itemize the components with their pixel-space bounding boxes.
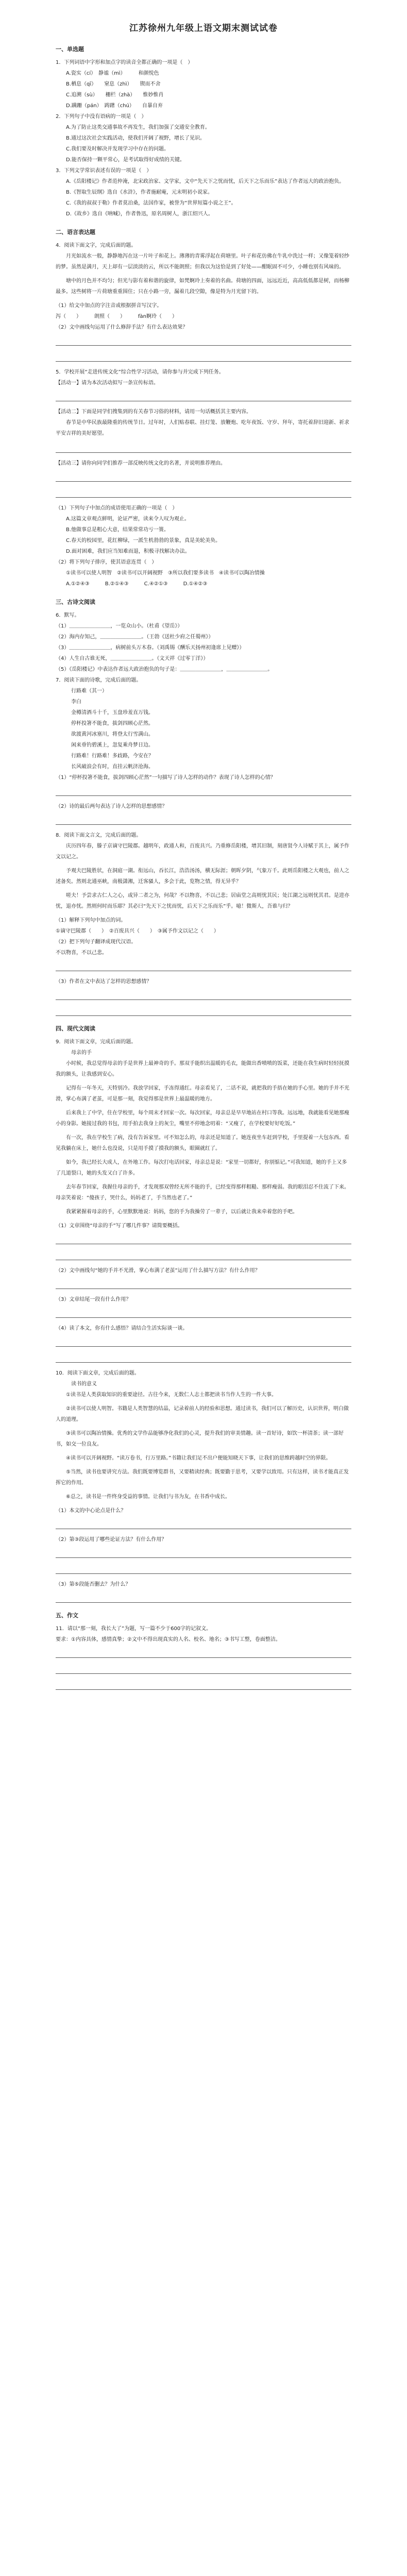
- poem-line: 行路难！行路难！多歧路，今安在？: [71, 753, 154, 759]
- question-line: （2）把下列句子翻译成现代汉语。: [56, 939, 137, 945]
- poem-line: 行路难（其一）: [71, 688, 107, 694]
- answer-blank-line: [56, 1518, 351, 1529]
- answer-option: D.蹒跚（pán） 踌躇（chú） 自暴自弃: [66, 103, 163, 109]
- question-line: 10．阅读下面文章，完成后面的题。: [56, 1370, 140, 1376]
- poem-line: 长风破浪会有时，直挂云帆济沧海。: [71, 764, 154, 770]
- section-heading: 二、语言表达题: [56, 229, 95, 235]
- poem-line: 停杯投箸不能食，拔剑四顾心茫然。: [71, 721, 154, 726]
- answer-blank-line: [56, 989, 351, 1000]
- question-line: （3）＿＿＿＿＿＿＿＿，病树前头万木春。（刘禹锡《酬乐天扬州初逢席上见赠》）: [56, 645, 245, 651]
- question-line: （1）“停杯投箸不能食，拔剑四顾心茫然”一句描写了诗人怎样的动作？表现了诗人怎样的心情？: [56, 775, 276, 781]
- passage-paragraph: ①读书是人类获取知识的重要途径。古往今来，无数仁人志士都把读书当作人生的一件大事。: [66, 1392, 277, 1398]
- answer-option: C.《我的叔叔于勒》作者莫泊桑，法国作家，被誉为“世界短篇小说之王”。: [66, 200, 236, 206]
- section-heading: 五、作文: [56, 1612, 78, 1619]
- answer-option: D.《故乡》选自《呐喊》，作者鲁迅，原名周树人，浙江绍兴人。: [66, 211, 213, 217]
- answer-option: D.面对困难，我们应当知难而退，积极寻找解决办法。: [66, 549, 190, 554]
- passage-paragraph: ⑤当然，读书也要讲究方法。我们既要博览群书，又要精读经典；既要勤于思考，又要学以致用。只有这样，读书才能真正发挥它的作用。: [56, 1469, 349, 1486]
- question-line: 3．下列文学常识表述有误的一项是（ ）: [56, 168, 152, 174]
- answer-option: B.他做事总是粗心大意，结果常常功亏一篑。: [66, 527, 169, 533]
- page-title: 江苏徐州九年级上语文期末测试试卷: [129, 23, 278, 33]
- passage-paragraph: 记得有一年冬天，天特别冷。我放学回家，手冻得通红。母亲看见了，二话不说，就把我的手捂在她的手心里。她的手并不光滑，掌心布满了老茧，可是那一刻，我觉得那是世界上最温暖的地方。: [56, 1086, 349, 1102]
- answer-option: A.为了防止这类交通事故不再发生，我们加强了交通安全教育。: [66, 125, 210, 130]
- passage-paragraph: 我紧紧握着母亲的手，心里默默地说：妈妈，您的手为我操劳了一辈子，以后就让我来牵着您的手吧。: [66, 1209, 298, 1215]
- answer-blank-line: [56, 1592, 351, 1603]
- passage-paragraph: 予观夫巴陵胜状，在洞庭一湖。衔远山，吞长江，浩浩汤汤，横无际涯；朝晖夕阴，气象万千。此则岳阳楼之大观也，前人之述备矣。然则北通巫峡，南极潇湘，迁客骚人，多会于此，览物之情，得无异乎？: [56, 868, 349, 885]
- answer-blank-line: [56, 1005, 351, 1016]
- passage-paragraph: 如今，我已经长大成人，在外地工作。每次打电话回家，母亲总是说：“家里一切都好，你别惦记。”可我知道，她的手上又多了几道裂口，她的头发又白了许多。: [56, 1160, 347, 1176]
- poem-line: 李白: [71, 699, 81, 705]
- passage-paragraph: ③读书可以陶冶情操。优秀的文学作品能够净化我们的心灵，提升我们的审美情趣。读一首好诗，如饮一杯清茶；读一部好书，如交一位良友。: [56, 1431, 344, 1447]
- question-line: 6．默写。: [56, 613, 80, 618]
- passage-paragraph: 去年春节回家，我握住母亲的手，才发现那双曾经无所不能的手，已经变得那样粗糙、那样瘦弱。我的眼泪忍不住流了下来。母亲笑着说：“傻孩子，哭什么，妈妈老了，手当然也老了。”: [56, 1184, 349, 1201]
- poem-line: 金樽清酒斗十千，玉盘珍羞直万钱。: [71, 710, 154, 716]
- question-line: （2）将下列句子排序，使其语意连贯（ ）: [56, 560, 157, 565]
- answer-blank-line: [56, 351, 351, 362]
- poem-line: 闲来垂钓碧溪上，忽复乘舟梦日边。: [71, 742, 154, 748]
- question-line: （3）作者在文中表达了怎样的思想感情？: [56, 979, 152, 985]
- passage-paragraph: ④读书可以开阔视野。“读万卷书，行万里路。”书籍让我们足不出户便能知晓天下事，让我们的思维跨越时空的界限。: [66, 1455, 331, 1461]
- answer-blank-line: [56, 1647, 351, 1658]
- answer-option: A.这篇文章观点鲜明，论证严密，读来令人叹为观止。: [66, 516, 190, 522]
- section-heading: 一、单选题: [56, 46, 84, 53]
- passage-paragraph: 有一次，我在学校生了病，没有告诉家里。可不知怎么的，母亲还是知道了。她连夜坐车赶到学校，手里提着一大包东西。看见我躺在床上，她什么也没说，只是用手摸了摸我的额头，眼圈就红了。: [56, 1135, 349, 1151]
- passage-paragraph: 庆历四年春，滕子京谪守巴陵郡。越明年，政通人和，百废具兴。乃重修岳阳楼，增其旧制，刻唐贤今人诗赋于其上，属予作文以记之。: [56, 843, 349, 860]
- question-line: （3）第⑤段能否删去？为什么？: [56, 1582, 131, 1587]
- answer-blank-line: [56, 1547, 351, 1558]
- question-line: 1．下列词语中字形和加点字的读音全都正确的一项是（ ）: [56, 60, 193, 65]
- question-line: （2）第③段运用了哪些论证方法？有什么作用？: [56, 1537, 167, 1543]
- question-line: （2）文中画线句运用了什么修辞手法？有什么表达效果？: [56, 325, 188, 330]
- question-line: 9．阅读下面文章，完成后面的题。: [56, 1039, 137, 1045]
- answer-blank-line: [56, 1278, 351, 1289]
- exam-content: [56, 45, 351, 1690]
- answer-blank-line: [56, 391, 351, 401]
- question-line: 8．阅读下面文言文，完成后面的题。: [56, 833, 142, 838]
- question-line: 5．学校开展“走进传统文化”综合性学习活动，请你参与并完成下列任务。: [56, 369, 224, 375]
- answer-option: ①读书可以使人明智 ②读书可以开阔视野 ③所以我们要多读书 ④读书可以陶冶情操: [66, 570, 265, 576]
- answer-option: D.能否保持一颗平常心，是考试取得好成绩的关键。: [66, 157, 185, 163]
- question-line: （4）人生自古谁无死，＿＿＿＿＿＿＿＿。（文天祥《过零丁洋》）: [56, 656, 209, 662]
- passage-paragraph: 塘中的月色并不均匀；但光与影有着和谐的旋律，如梵婀玲上奏着的名曲。荷塘的四面，远远近近，高高低低都是树，而杨柳最多。这些树将一片荷塘重重围住；只在小路一旁，漏着几段空隙，像是特为月光留下的。: [56, 278, 349, 295]
- passage-paragraph: 春节是中华民族最隆重的传统节日。过年时，人们贴春联、挂灯笼、放鞭炮、吃年夜饭、守岁、拜年，寄托着辞旧迎新、祈求平安吉祥的美好愿望。: [56, 420, 349, 436]
- passage-paragraph: ②读书可以使人明智。书籍是人类智慧的结晶，记录着前人的经验和思想。通过读书，我们可以了解历史，认识世界，明白做人的道理。: [56, 1406, 349, 1422]
- question-line: （2）文中画线句“她的手并不光滑，掌心布满了老茧”运用了什么描写方法？有什么作用？: [56, 1268, 260, 1274]
- answer-blank-line: [56, 1336, 351, 1347]
- answer-option: A.瓷实（cí） 静谧（mì） 和颜悦色: [66, 71, 159, 76]
- passage-paragraph: 嗟夫！予尝求古仁人之心，或异二者之为，何哉？不以物喜，不以己悲；居庙堂之高则忧其民；处江湖之远则忧其君。是进亦忧，退亦忧。然则何时而乐耶？其必曰“先天下之忧而忧，后天下之乐而乐”乎。噫！微斯人，吾谁与归？: [56, 893, 349, 909]
- question-line: ①谪守巴陵郡（ ） ②百废具兴（ ） ③属予作文以记之（ ）: [56, 928, 219, 934]
- answer-blank-line: [56, 1663, 351, 1674]
- answer-option: B.通过这次社会实践活动，使我们开阔了视野，增长了见识。: [66, 135, 206, 141]
- answer-blank-line: [56, 960, 351, 971]
- poem-line: 母亲的手: [71, 1050, 92, 1056]
- answer-blank-line: [56, 1563, 351, 1574]
- question-line: （3）文章结尾一段有什么作用？: [56, 1297, 131, 1302]
- question-line: 4．阅读下面文字，完成后面的题。: [56, 243, 137, 248]
- answer-option: B.《智取生辰纲》选自《水浒》，作者施耐庵，元末明初小说家。: [66, 190, 213, 195]
- question-line: （4）读了本文，你有什么感悟？请结合生活实际谈一谈。: [56, 1326, 188, 1331]
- answer-blank-line: [56, 1249, 351, 1260]
- answer-option: A.①②④③ B.②①④③ C.④②①③ D.①④②③: [66, 581, 208, 587]
- question-line: （1）文章围绕“母亲的手”写了哪几件事？请简要概括。: [56, 1223, 183, 1229]
- question-line: 不以物喜，不以己悲。: [56, 950, 107, 956]
- passage-paragraph: ⑥总之，读书是一件终身受益的事情。让我们与书为友，在书香中成长。: [66, 1494, 230, 1500]
- question-line: （1）解释下列句中加点的词。: [56, 918, 126, 923]
- answer-blank-line: [56, 785, 351, 796]
- question-line: （1）给文中加点的字注音或根据拼音写汉字。: [56, 303, 162, 309]
- question-line: 11．请以“那一刻，我长大了”为题，写一篇不少于600字的记叙文。: [56, 1626, 212, 1632]
- question-line: 【活动三】请你向同学们推荐一部反映传统文化的名著，并说明推荐理由。: [56, 461, 226, 466]
- answer-blank-line: [56, 1352, 351, 1363]
- answer-blank-line: [56, 1307, 351, 1318]
- question-line: 【活动二】下面是同学们搜集到的有关春节习俗的材料，请用一句话概括其主要内容。: [56, 409, 251, 415]
- question-line: （1）＿＿＿＿＿＿＿＿，一览众山小。（杜甫《望岳》）: [56, 623, 183, 629]
- question-line: （2）海内存知己，＿＿＿＿＿＿＿＿。（王勃《送杜少府之任蜀州》）: [56, 634, 214, 640]
- passage-paragraph: 小时候，我总觉得母亲的手是世界上最神奇的手。那双手能织出温暖的毛衣，能做出香喷喷的饭菜，还能在我生病时轻轻抚摸我的额头，让我感到安心。: [56, 1061, 349, 1077]
- section-heading: 四、现代文阅读: [56, 1025, 95, 1032]
- poem-line: 读书的意义: [71, 1381, 97, 1387]
- answer-option: C.我们要及时解决并发现学习中存在的问题。: [66, 146, 169, 152]
- answer-blank-line: [56, 471, 351, 482]
- question-line: 泻（ ） 朗照（ ） fàn婀玲（ ）: [56, 314, 177, 319]
- answer-blank-line: [56, 487, 351, 498]
- question-line: 要求：①内容具体，感情真挚；②文中不得出现真实的人名、校名、地名；③书写工整，卷面整洁。: [56, 1637, 281, 1642]
- question-line: （1）下列句子中加点的成语使用正确的一项是（ ）: [56, 505, 178, 511]
- question-line: （2）诗的最后两句表达了诗人怎样的思想感情？: [56, 804, 167, 809]
- answer-option: C.春天的校园里，花红柳绿，一派生机勃勃的景象，真是美轮美奂。: [66, 538, 221, 544]
- question-line: （1）本文的中心论点是什么？: [56, 1508, 126, 1514]
- answer-blank-line: [56, 1233, 351, 1244]
- answer-blank-line: [56, 814, 351, 825]
- answer-option: C.追溯（sù） 栅栏（zhà） 惟妙惟肖: [66, 92, 164, 98]
- question-line: 2．下列句子中没有语病的一项是（ ）: [56, 114, 147, 120]
- answer-option: B.栖息（qī） 窒息（zhì） 锲而不舍: [66, 81, 161, 87]
- question-line: 【活动一】请为本次活动拟写一条宣传标语。: [56, 380, 159, 386]
- passage-paragraph: 月光如流水一般，静静地泻在这一片叶子和花上。薄薄的青雾浮起在荷塘里。叶子和花仿佛在牛乳中洗过一样；又像笼着轻纱的梦。虽然是满月，天上却有一层淡淡的云，所以不能朗照；但我以为这恰是到了好处——酣眠固不可少，小睡也别有风味的。: [56, 253, 349, 270]
- answer-blank-line: [56, 335, 351, 346]
- passage-paragraph: 后来我上了中学，住在学校里，每个周末才回家一次。每次回家，母亲总是早早地站在村口等我。远远地，我就能看见她那瘦小的身影。她接过我的书包，用手拍去我身上的灰尘，嘴里不停地念叨着：“又瘦了，在学校要好好吃饭。”: [56, 1110, 349, 1127]
- answer-blank-line: [56, 442, 351, 453]
- poem-line: 欲渡黄河冰塞川，将登太行雪满山。: [71, 732, 154, 737]
- question-line: 7．阅读下面的诗歌，完成后面的题。: [56, 677, 142, 683]
- answer-option: A.《岳阳楼记》作者范仲淹，北宋政治家、文学家，文中“先天下之忧而忧，后天下之乐而乐”表达了作者远大的政治抱负。: [66, 179, 345, 184]
- answer-blank-line: [56, 1679, 351, 1690]
- section-heading: 三、古诗文阅读: [56, 599, 95, 605]
- question-line: （5）《岳阳楼记》中表达作者远大政治抱负的句子是：＿＿＿＿＿＿＿＿，＿＿＿＿＿＿＿＿。: [56, 667, 273, 672]
